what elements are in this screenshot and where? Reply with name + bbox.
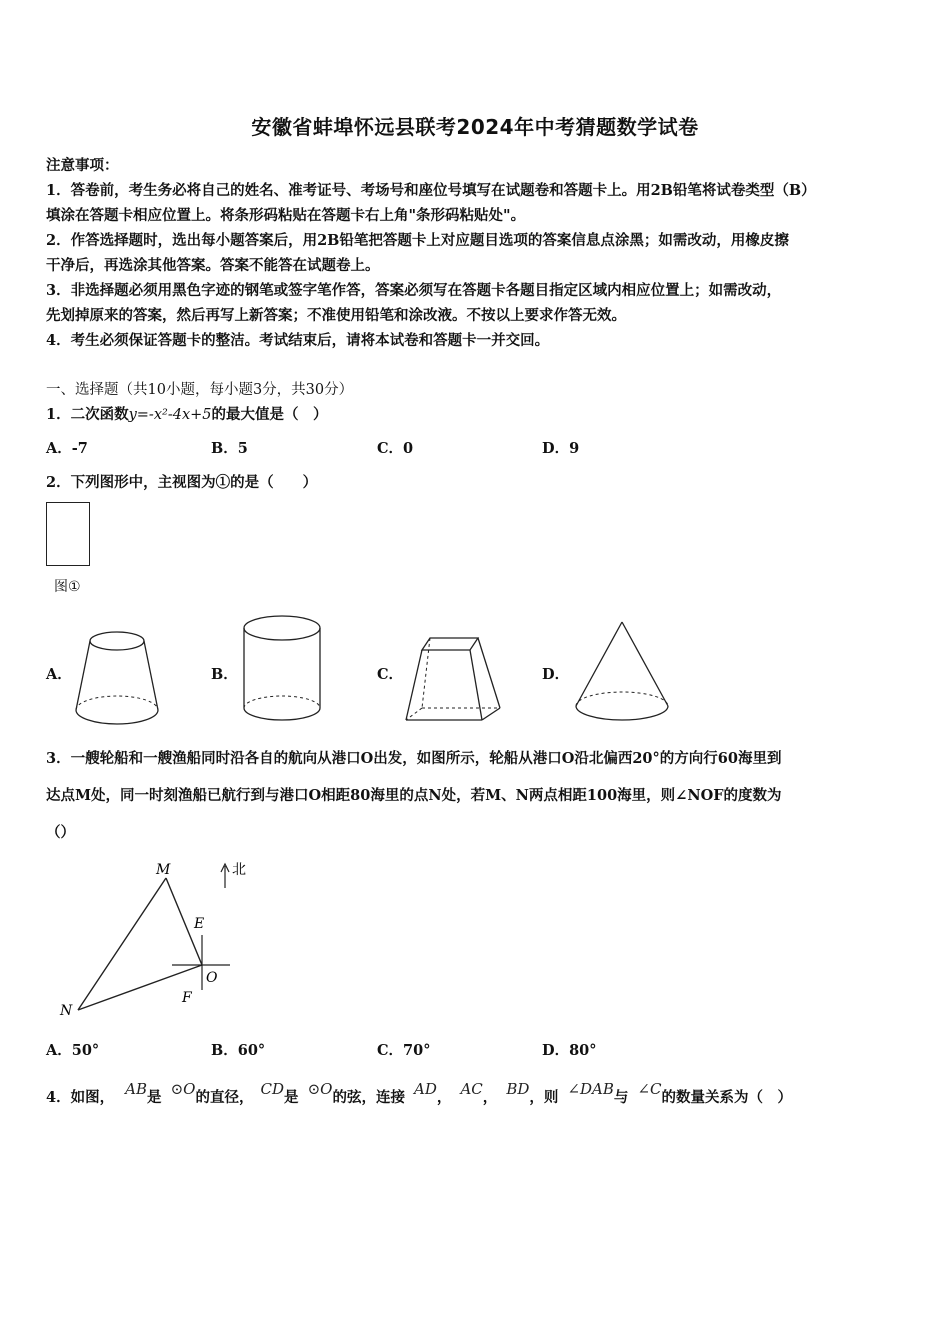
q1-option-b[interactable]: B．5 — [211, 440, 248, 457]
q3-option-b[interactable]: B．60° — [211, 1042, 266, 1059]
notice-line-3: 2．作答选择题时，选出每小题答案后，用2B铅笔把答题卡上对应题目选项的答案信息点涂黑；如需改动，用橡皮擦 — [46, 232, 789, 249]
truncated-pyramid-figure[interactable] — [400, 628, 510, 728]
q4-text-7: 与 — [613, 1089, 629, 1106]
q1-option-a[interactable]: A．-7 — [46, 440, 88, 457]
q4-angle-dab: ∠DAB — [567, 1080, 614, 1098]
q1-suffix: 的最大值是（ ） — [211, 406, 328, 423]
navigation-diagram — [50, 850, 270, 1025]
figure-1-rectangle — [46, 502, 90, 566]
north-label: 北 — [232, 862, 246, 878]
notice-line-7: 4．考生必须保证答题卡的整洁。考试结束后，请将本试卷和答题卡一并交回。 — [46, 332, 550, 349]
point-m-label: M — [156, 862, 171, 878]
q4-ab: AB — [125, 1080, 148, 1098]
q4-ac: AC — [460, 1080, 483, 1098]
q4-circle-o-2: ⊙O — [307, 1080, 333, 1098]
q4-comma-2: ， — [482, 1089, 498, 1106]
cylinder-figure[interactable] — [238, 612, 328, 732]
page-title: 安徽省蚌埠怀远县联考2024年中考猜题数学试卷 — [251, 115, 699, 139]
q4-comma-1: ， — [436, 1089, 452, 1106]
notice-line-6: 先划掉原来的答案，然后再写上新答案；不准使用铅笔和涂改液。不按以上要求作答无效。 — [46, 307, 626, 324]
q2-option-d-label[interactable]: D． — [542, 666, 570, 683]
section-heading: 一、选择题（共10小题，每小题3分，共30分） — [46, 382, 354, 398]
point-n-label: N — [60, 1003, 73, 1019]
q1-option-d[interactable]: D．9 — [542, 440, 580, 457]
q4-text-8: 的数量关系为（ ） — [661, 1089, 793, 1106]
q2-option-a-label[interactable]: A． — [46, 666, 72, 683]
question-1 — [46, 403, 328, 424]
q4-text-5: 的弦，连接 — [332, 1089, 405, 1106]
question-4 — [46, 1080, 793, 1107]
q2-option-b-label[interactable]: B． — [211, 666, 238, 683]
q4-ad: AD — [414, 1080, 437, 1098]
q4-text-3: 的直径， — [195, 1089, 254, 1106]
question-3-line-3: （） — [46, 824, 75, 841]
q1-formula: y=-x²-4x+5 — [128, 407, 212, 423]
question-3-line-2: 达点M处，同一时刻渔船已航行到与港口O相距80海里的点N处，若M、N两点相距100海里，则∠NOF的度数为 — [46, 787, 782, 804]
q4-bd: BD — [506, 1080, 530, 1098]
notice-line-1: 1．答卷前，考生务必将自己的姓名、准考证号、考场号和座位号填写在试题卷和答题卡上。用2B铅笔将试卷类型（B） — [46, 182, 816, 199]
cone-figure[interactable] — [570, 618, 675, 728]
point-f-label: F — [182, 990, 192, 1006]
q3-option-d[interactable]: D．80° — [542, 1042, 597, 1059]
q1-option-c[interactable]: C．0 — [377, 440, 414, 457]
notice-heading: 注意事项： — [46, 157, 119, 174]
q2-option-c-label[interactable]: C． — [377, 666, 404, 683]
q3-option-c[interactable]: C．70° — [377, 1042, 431, 1059]
q4-circle-o-1: ⊙O — [170, 1080, 196, 1098]
q4-text-6: ，则 — [529, 1089, 559, 1106]
q4-cd: CD — [260, 1080, 285, 1098]
point-e-label: E — [194, 916, 205, 932]
question-2: 2．下列图形中，主视图为①的是（ ） — [46, 474, 318, 491]
q1-prefix: 1．二次函数 — [46, 406, 129, 423]
notice-line-2: 填涂在答题卡相应位置上。将条形码粘贴在答题卡右上角"条形码粘贴处"。 — [46, 207, 526, 224]
notice-line-4: 干净后，再选涂其他答案。答案不能答在试题卷上。 — [46, 257, 380, 274]
q4-text-2: 是 — [147, 1089, 162, 1106]
notice-line-5: 3．非选择题必须用黑色字迹的钢笔或签字笔作答，答案必须写在答题卡各题目指定区域内相应位置上；如需改动， — [46, 282, 782, 299]
q4-angle-c: ∠C — [637, 1080, 662, 1098]
q3-option-a[interactable]: A．50° — [46, 1042, 100, 1059]
figure-1-label: 图① — [54, 579, 81, 595]
q4-text-1: 4．如图， — [46, 1089, 115, 1106]
truncated-cone-figure[interactable] — [70, 628, 165, 733]
q4-text-4: 是 — [284, 1089, 299, 1106]
point-o-label: O — [206, 970, 218, 986]
question-3-line-1: 3．一艘轮船和一艘渔船同时沿各自的航向从港口O出发，如图所示，轮船从港口O沿北偏西20°的方向行60海里到 — [46, 750, 782, 767]
